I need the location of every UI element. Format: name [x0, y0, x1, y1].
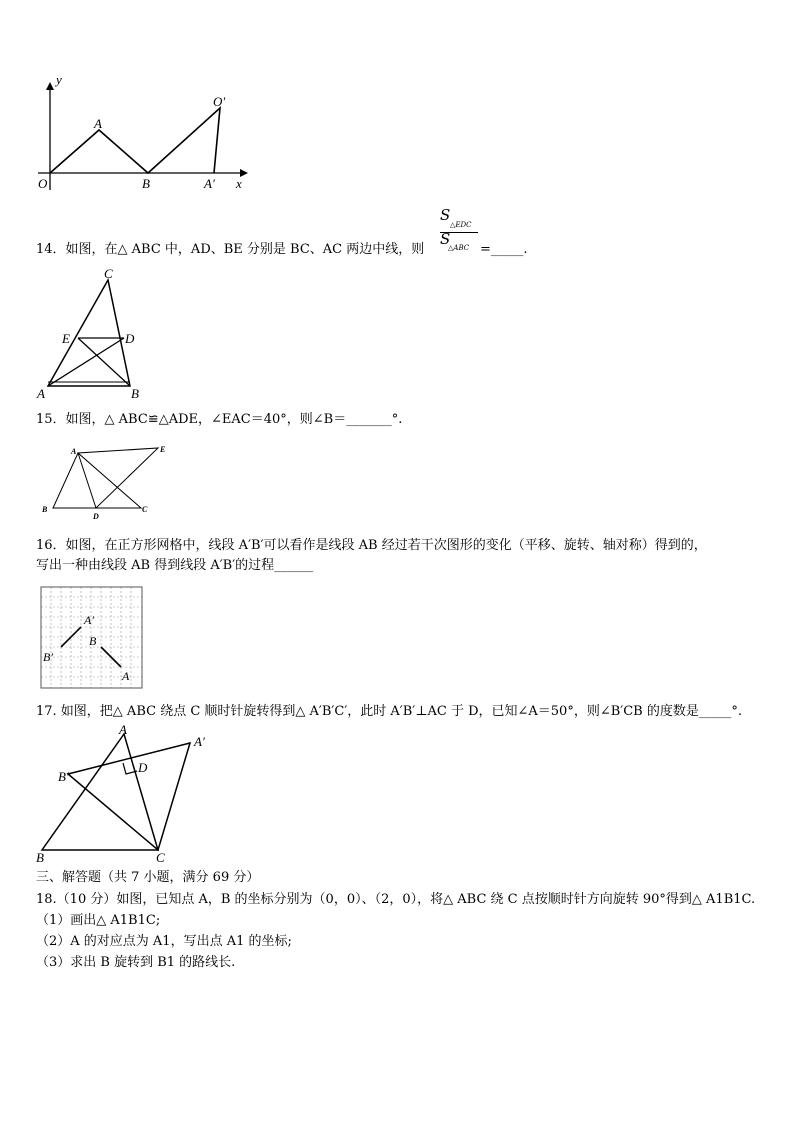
label-O: O — [38, 176, 48, 191]
triangle-ABC — [53, 453, 141, 508]
figure-13-coordinate-plane — [30, 66, 260, 196]
label-E: E — [160, 445, 166, 454]
label-B-prime: B′ — [43, 650, 53, 664]
label-A: A — [71, 447, 77, 456]
label-B: B — [89, 634, 97, 648]
figure-14-triangle-medians — [34, 266, 150, 400]
figure-17-rotated-triangles — [30, 722, 220, 864]
figure-15-congruent-triangles — [38, 440, 178, 524]
fraction-numerator-subscript: △EDC — [450, 221, 472, 229]
question-16-line-1: 16．如图，在正方形网格中，线段 A′B′可以看作是线段 AB 经过若干次图形的变化（平移、旋转、轴对称）得到的， — [36, 538, 707, 553]
label-D: D — [125, 331, 135, 346]
label-B: B — [142, 176, 150, 191]
label-A-prime: A′ — [84, 613, 94, 627]
polyline-O-A-B-Oprime-Aprime — [50, 108, 220, 173]
label-B-prime: B′ — [58, 769, 69, 784]
question-17-text: 17. 如图，把△ ABC 绕点 C 顺时针旋转得到△ A′B′C′，此时 A′B′⊥AC 于 D，已知∠A＝50°，则∠B′CB 的度数是_____°. — [36, 704, 742, 719]
label-B: B — [36, 850, 44, 864]
label-A: A — [119, 722, 127, 737]
label-C: C — [142, 505, 148, 514]
question-18-stem: 18.（10 分）如图，已知点 A，B 的坐标分别为（0，0）、（2，0），将△ ABC 绕 C 点按顺时针方向旋转 90°得到△ A1B1C. — [36, 892, 756, 907]
label-B: B — [131, 386, 139, 400]
label-E: E — [62, 331, 70, 346]
label-O-prime: O′ — [213, 94, 226, 109]
triangle-ADE — [78, 448, 158, 508]
label-x: x — [236, 176, 242, 191]
triangle-ABC — [42, 734, 158, 850]
label-B: B — [42, 505, 48, 514]
question-18-part-2: （2）A 的对应点为 A1，写出点 A1 的坐标; — [36, 934, 292, 949]
question-14-text: 14．如图，在△ ABC 中，AD、BE 分别是 BC、AC 两边中线，则 — [36, 242, 425, 257]
label-C: C — [104, 266, 113, 281]
triangle-AprimeBprimeC — [68, 743, 190, 850]
question-18-part-3: （3）求出 B 旋转到 B1 的路线长. — [36, 955, 236, 970]
label-A: A — [94, 116, 102, 131]
question-15-text: 15．如图，△ ABC≌△ADE，∠EAC＝40°，则∠B＝_______°. — [36, 412, 403, 427]
triangle-ABC — [48, 280, 130, 386]
fraction-numerator: S — [440, 206, 451, 224]
label-y: y — [56, 72, 62, 87]
label-C: C — [156, 850, 165, 864]
question-14-answer-blank: =_____. — [480, 242, 528, 257]
question-16-line-2: 写出一种由线段 AB 得到线段 A′B′的过程______ — [36, 558, 314, 573]
label-A: A — [37, 386, 45, 400]
y-axis-arrow — [46, 82, 54, 90]
label-D: D — [93, 512, 99, 521]
label-A-prime: A′ — [194, 734, 205, 749]
question-18-part-1: （1）画出△ A1B1C; — [36, 913, 161, 928]
label-A: A — [122, 669, 130, 683]
fraction-denominator-subscript: △ABC — [448, 244, 470, 252]
section-3-heading: 三、解答题（共 7 小题，满分 69 分） — [36, 870, 260, 885]
fraction-denominator: S — [440, 230, 451, 248]
label-D: D — [138, 760, 148, 775]
label-A-prime: A′ — [204, 176, 215, 191]
figure-16-square-grid — [40, 586, 143, 689]
